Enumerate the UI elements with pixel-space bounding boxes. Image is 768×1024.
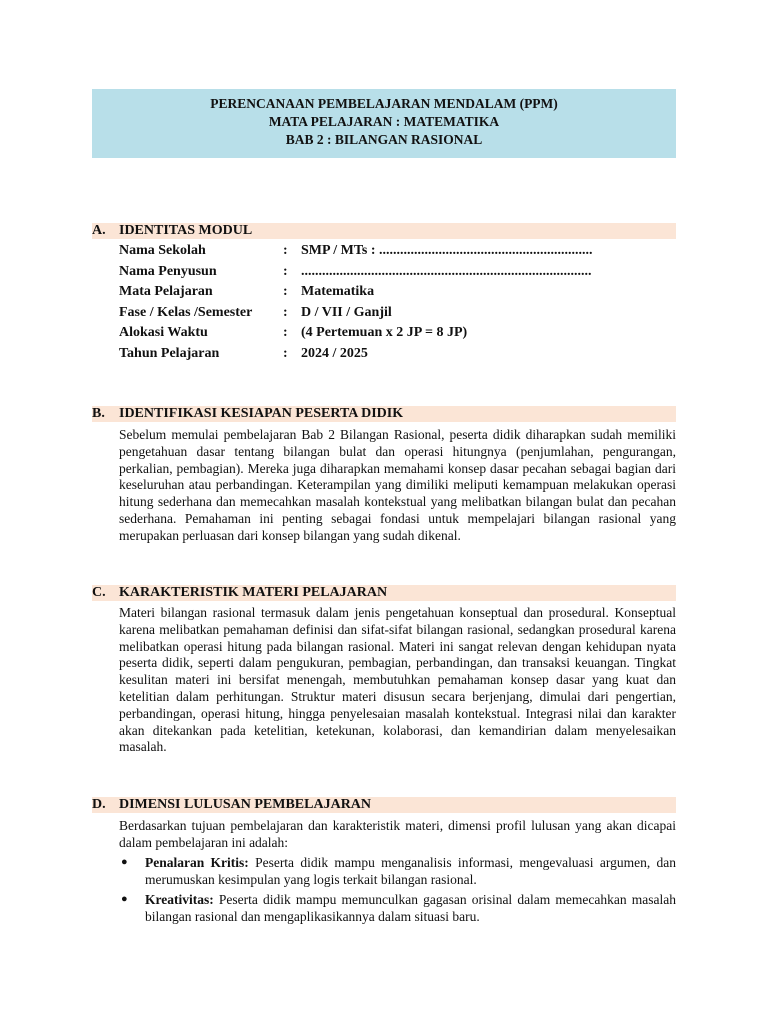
title-line-2: MATA PELAJARAN : MATEMATIKA [268,114,500,129]
list-item [119,891,676,925]
identity-label: Nama Penyusun [119,263,217,279]
bullet-icon: ● [121,893,128,905]
section-b-letter: B. [92,406,105,421]
section-c-letter: C. [92,585,106,600]
identity-label: Mata Pelajaran [119,284,213,299]
section-a-letter: A. [92,223,106,238]
identity-value: ................................................................................... [301,263,592,279]
identity-colon: : [283,345,288,361]
list-item [119,854,676,888]
identity-label: Fase / Kelas /Semester [119,304,253,320]
section-d-header [92,797,676,813]
title-line-1: PERENCANAAN PEMBELAJARAN MENDALAM (PPM) [210,96,558,111]
identity-value: SMP / MTs : ............................................................. [301,243,593,258]
identity-colon: : [283,284,288,299]
identity-colon: : [283,325,288,340]
section-c-paragraph: Materi bilangan rasional termasuk dalam jenis pengetahuan konseptual dan prosedural. Konseptual karena melibatkan pemahaman definisi dan sifat-sifat bilangan rasional, sedangkan prosedural karena melibatkan operasi hitung pada bilangan rasional. Materi ini sangat relevan dengan kehidupan nyata peserta didik, seperti dalam pengukuran, pembagian, perbandingan, dan transaksi keuangan. Tingkat kesulitan materi ini bersifat menengah, membutuhkan pemahaman konsep dasar yang kuat dan ketelitian dalam perhitungan. Struktur materi disusun secara berjenjang, dimulai dari pengertian, perbandingan, operasi hitung, hingga penyelesaian masalah kontekstual. Integrasi nilai dan karakter akan ditekankan pada ketelitian, ketekunan, kolaborasi, dan kemandirian dalam menyelesaikan masalah. [119,605,676,755]
identity-value: Matematika [301,284,375,299]
bullet-term: Kreativitas: [145,892,214,907]
graduate-dimension-list [119,854,676,928]
identity-colon: : [283,304,288,320]
section-c-header [92,585,676,601]
section-a-heading: IDENTITAS MODUL [119,223,253,238]
section-c-heading: KARAKTERISTIK MATERI PELAJARAN [119,585,388,600]
section-b-header [92,406,676,422]
identity-label: Alokasi Waktu [119,325,208,340]
identity-label: Tahun Pelajaran [119,345,220,361]
section-d-letter: D. [92,797,106,812]
bullet-text: Peserta didik mampu menganalisis informasi, mengevaluasi argumen, dan merumuskan kesimpulan yang logis terkait bilangan rasional. [145,855,676,887]
bullet-text: Peserta didik mampu memunculkan gagasan orisinal dalam memecahkan masalah bilangan rasional dan mengaplikasikannya dalam situasi baru. [145,892,676,924]
section-b-paragraph: Sebelum memulai pembelajaran Bab 2 Bilangan Rasional, peserta didik diharapkan sudah memiliki pengetahuan dasar tentang bilangan bulat dan operasi hitungnya (penjumlahan, pengurangan, perkalian, pembagian). Mereka juga diharapkan memahami konsep dasar pecahan sebagai bagian dari keseluruhan atau perbandingan. Keterampilan yang dimiliki meliputi kemampuan melakukan operasi hitung sederhana dan memecahkan masalah kontekstual yang melibatkan bilangan bulat dan pecahan sederhana. Pemahaman ini penting sebagai fondasi untuk mempelajari bilangan rasional yang merupakan perluasan dari konsep bilangan yang sudah dikenal. [119,427,676,543]
section-d-heading: DIMENSI LULUSAN PEMBELAJARAN [119,797,372,812]
document-title-box [92,89,676,158]
title-line-3: BAB 2 : BILANGAN RASIONAL [285,132,483,147]
identity-colon: : [283,263,288,279]
identity-value: 2024 / 2025 [301,345,368,361]
section-d-intro: Berdasarkan tujuan pembelajaran dan karakteristik materi, dimensi profil lulusan yang akan dicapai dalam pembelajaran ini adalah: [119,818,676,850]
bullet-icon: ● [121,856,128,868]
identity-value: D / VII / Ganjil [301,304,392,320]
identity-label: Nama Sekolah [119,243,206,258]
bullet-term: Penalaran Kritis: [145,855,249,870]
identity-value: (4 Pertemuan x 2 JP = 8 JP) [301,325,468,340]
section-a-header [92,223,676,239]
section-b-heading: IDENTIFIKASI KESIAPAN PESERTA DIDIK [119,406,404,421]
identity-colon: : [283,243,288,258]
